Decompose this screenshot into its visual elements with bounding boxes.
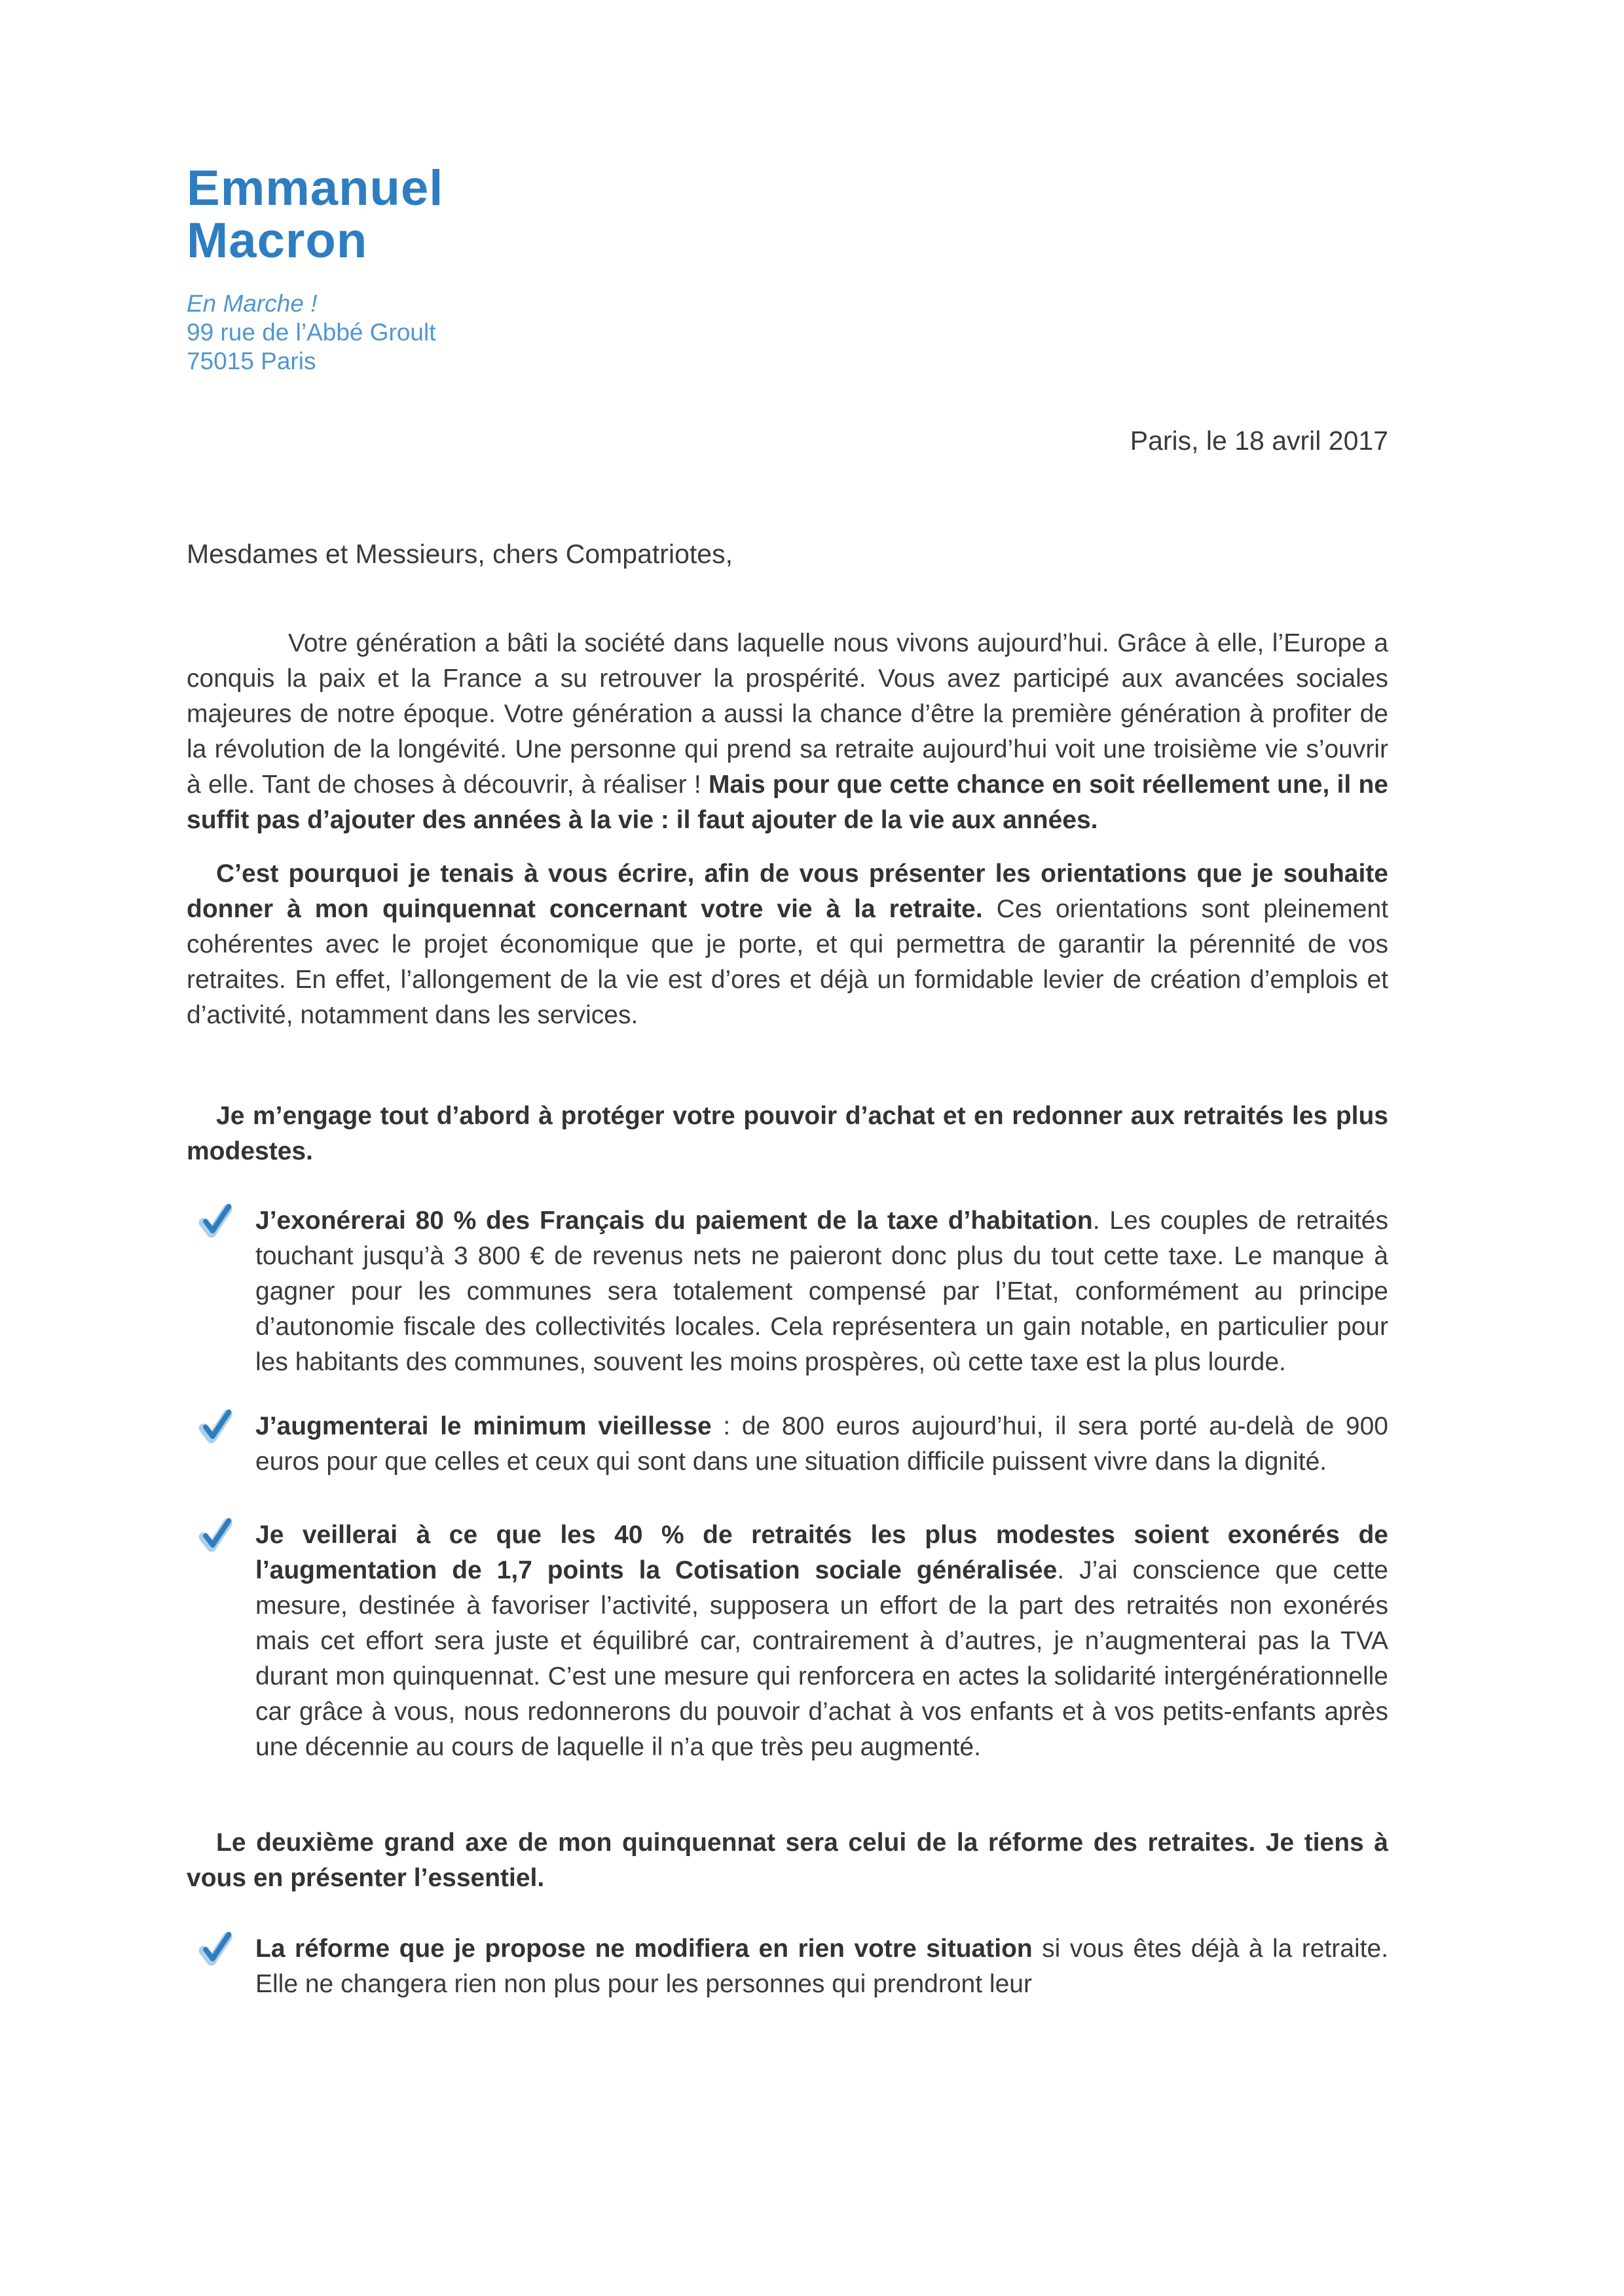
movement-name: En Marche ! [187, 290, 318, 317]
commitment-emphasis: J’augmenterai le minimum vieillesse [255, 1412, 712, 1440]
commitment-text [255, 1409, 1388, 1480]
commitment-text [255, 1518, 1388, 1765]
commitment-minimum-vieillesse [196, 1409, 1388, 1480]
commitment-text [255, 1203, 1388, 1380]
section-heading-pouvoir-achat: Je m’engage tout d’abord à protéger votre pouvoir d’achat et en redonner aux retraités les plus modestes. [187, 1102, 1388, 1165]
address-line-1: 99 rue de l’Abbé Groult [187, 319, 436, 346]
orientations-emphasis: C’est pourquoi je tenais à vous écrire, afin de vous présenter les orientations que je souhaite donner à mon quinquennat concernant votre vie à la retraite. [187, 860, 1388, 923]
commitment-detail: . Les couples de retraités touchant jusqu’à 3 800 € de revenus nets ne paieront donc plus du tout cette taxe. Le manque à gagner pour les communes sera totalement compensé par l’Etat, conformément au principe d’autonomie fiscale des collectivités locales. Cela représentera un gain notable, en particulier pour les habitants des communes, souvent les moins prospères, où cette taxe est la plus lourde. [255, 1207, 1388, 1376]
commitment-emphasis: J’exonérerai 80 % des Français du paiement de la taxe d’habitation [255, 1207, 1093, 1235]
sender-address-block [187, 289, 1388, 376]
commitment-detail: si vous êtes déjà à la retraite. Elle ne changera rien non plus pour les personnes qui prendront leur [255, 1935, 1388, 1998]
orientations-text: Ces orientations sont pleinement cohérentes avec le projet économique que je porte, et qui permettra de garantir la pérennité de vos retraites. En effet, l’allongement de la vie est d’ores et déjà un formidable levier de création d’emplois et d’activité, notamment dans les services. [187, 895, 1388, 1029]
commitment-emphasis: La réforme que je propose ne modifiera en rien votre situation [255, 1935, 1033, 1963]
check-icon [196, 1929, 237, 1968]
check-icon [196, 1201, 237, 1240]
check-icon [196, 1515, 237, 1554]
address-line-2: 75015 Paris [187, 348, 316, 374]
dateline: Paris, le 18 avril 2017 [1130, 426, 1388, 456]
commitment-detail: : de 800 euros aujourd’hui, il sera porté au-delà de 900 euros pour que celles et ceux qui sont dans une situation difficile puissent vivre dans la dignité. [255, 1412, 1388, 1476]
salutation: Mesdames et Messieurs, chers Compatriotes, [187, 539, 733, 569]
intro-paragraph [187, 626, 1388, 838]
commitment-reforme-situation [196, 1931, 1388, 2002]
logo-line-2: Macron [187, 213, 368, 268]
commitment-detail: . J’ai conscience que cette mesure, destinée à favoriser l’activité, supposera un effort de la part des retraités non exonérés mais cet effort sera juste et équilibré car, contrairement à d’autres, je n’augmenterai pas la TVA durant mon quinquennat. C’est une mesure qui renforcera en actes la solidarité intergénérationnelle car grâce à vous, nous redonnerons du pouvoir d’achat à vos enfants et à vos petits-enfants après une décennie au cours de laquelle il n’a que très peu augmenté. [255, 1556, 1388, 1761]
commitment-text [255, 1931, 1388, 2002]
orientations-paragraph [187, 856, 1388, 1033]
intro-emphasis: Mais pour que cette chance en soit réellement une, il ne suffit pas d’ajouter des années à la vie : il faut ajouter de la vie aux années. [187, 771, 1388, 834]
commitment-taxe-habitation [196, 1203, 1388, 1380]
logo-line-1: Emmanuel [187, 160, 444, 216]
letterhead [187, 162, 1388, 376]
commitment-csg [196, 1518, 1388, 1765]
commitment-emphasis: Je veillerai à ce que les 40 % de retraités les plus modestes soient exonérés de l’augmentation de 1,7 points la Cotisation sociale généralisée [255, 1521, 1388, 1584]
en-marche-logo [187, 162, 1388, 267]
intro-text: Votre génération a bâti la société dans laquelle nous vivons aujourd’hui. Grâce à elle, l’Europe a conquis la paix et la France a su retrouver la prospérité. Vous avez participé aux avancées sociales majeures de notre époque. Votre génération a aussi la chance d’être la première génération à profiter de la révolution de la longévité. Une personne qui prend sa retraite aujourd’hui voit une troisième vie s’ouvrir à elle. Tant de choses à découvrir, à réaliser ! [187, 629, 1388, 799]
check-icon [196, 1406, 237, 1446]
section-heading-reforme-retraites: Le deuxième grand axe de mon quinquennat sera celui de la réforme des retraites. Je tiens à vous en présenter l’essentiel. [187, 1829, 1388, 1892]
